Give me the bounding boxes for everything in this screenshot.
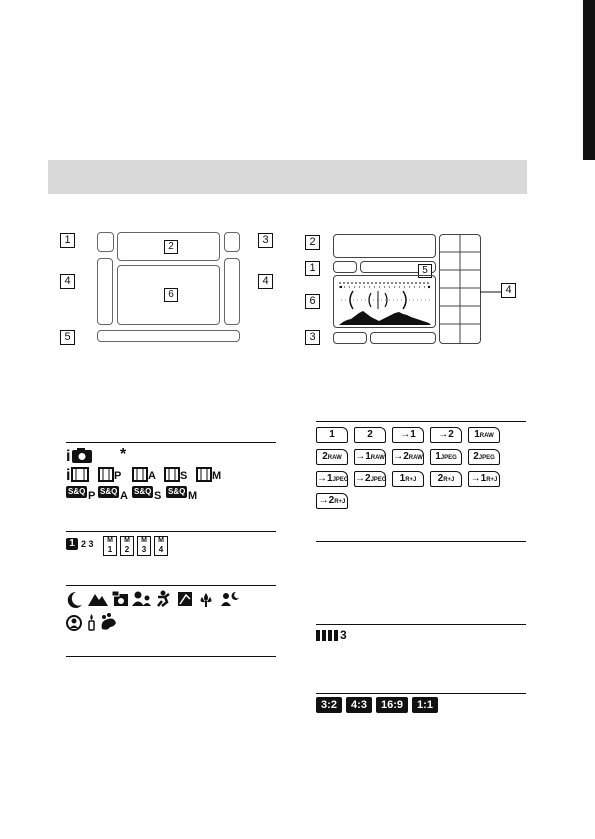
- callout-1: 1: [60, 233, 75, 248]
- pet-icon: [102, 613, 116, 630]
- callout-3: 3: [305, 330, 320, 345]
- divider-file-format-top: [316, 421, 526, 422]
- memory-1-icon: 1: [66, 538, 78, 550]
- selfie-face-icon: [67, 616, 81, 630]
- card-copy-2-icon: →2: [430, 427, 462, 443]
- sq-modes-row: S&Q P S&Q A S&Q S S&Q M: [68, 487, 198, 502]
- memory-2-3-icon: 2 3: [81, 539, 94, 549]
- card-slot-2-icon: 2: [354, 427, 386, 443]
- card-2-raw-icon: 2RAW: [316, 449, 348, 465]
- callout-4-right: 4: [258, 274, 273, 289]
- battery-level-icon: 3: [316, 629, 376, 643]
- callout-4-left: 4: [60, 274, 75, 289]
- aspect-ratio-row: [316, 697, 526, 717]
- area-3-box: [333, 332, 367, 344]
- section-header-band: [48, 160, 527, 194]
- card-1-raw-icon: 1RAW: [468, 427, 500, 443]
- divider-memory-top: [66, 531, 276, 532]
- movie-mode-s-icon: S: [164, 465, 180, 488]
- memory-m3-icon: M 3: [137, 536, 151, 556]
- movie-mode-a-icon: A: [132, 465, 148, 488]
- card-copy-2-raw-jpeg-icon: →2R+J: [316, 493, 348, 509]
- memory-recall-row: [66, 536, 266, 556]
- card-copy-2-jpeg-icon: →2JPEG: [354, 471, 386, 487]
- area-3-box: [224, 232, 240, 252]
- callout-4: 4: [501, 283, 516, 298]
- macro-icon: [201, 593, 212, 607]
- memory-m4-icon: M 4: [154, 536, 168, 556]
- card-slot-1-icon: 1: [316, 427, 348, 443]
- area-1-box: [97, 232, 114, 252]
- card-copy-1-raw-jpeg-icon: →1R+J: [468, 471, 500, 487]
- screen-layout-diagram-left: [58, 230, 278, 350]
- portrait-icon: [132, 592, 151, 607]
- movie-modes-row: [66, 465, 266, 485]
- divider-shoot-mode-top: [66, 442, 276, 443]
- area-bottom-box: [370, 332, 436, 344]
- callout-2: 2: [305, 235, 320, 250]
- memory-m1-icon: M 1: [103, 536, 117, 556]
- area-4-left-box: [97, 258, 113, 325]
- candle-icon: [89, 614, 94, 630]
- aspect-3-2-icon: 3:2: [316, 697, 342, 713]
- file-format-icons: [316, 427, 526, 517]
- divider-file-format-bottom: [316, 541, 526, 542]
- handheld-twilight-icon: [178, 592, 192, 606]
- card-copy-1-jpeg-icon: →1JPEG: [316, 471, 348, 487]
- sunset-icon: [112, 591, 128, 606]
- card-1-jpeg-icon: 1JPEG: [430, 449, 462, 465]
- movie-mode-m-icon: M: [196, 465, 212, 488]
- landscape-icon: [88, 594, 108, 606]
- area-6-box: [117, 265, 220, 325]
- area-5-box: [97, 330, 240, 342]
- label-5: 5: [418, 264, 432, 278]
- area-4-grid-lines: [439, 234, 481, 344]
- movie-mode-p-icon: P: [98, 465, 114, 488]
- callout-3: 3: [258, 233, 273, 248]
- memory-m2-icon: M 2: [120, 536, 134, 556]
- aspect-4-3-icon: 4:3: [346, 697, 372, 713]
- sports-action-icon: [158, 591, 169, 607]
- card-2-jpeg-icon: 2JPEG: [468, 449, 500, 465]
- night-scene-icon: [68, 592, 82, 608]
- area-2-box: [333, 234, 436, 258]
- divider-scene-bottom: [66, 656, 276, 657]
- area-5-box: [360, 261, 436, 276]
- histogram-level-graphic: [333, 275, 436, 328]
- label-6: 6: [164, 288, 178, 302]
- aspect-1-1-icon: 1:1: [412, 697, 438, 713]
- intelligent-movie-icon: [66, 465, 90, 483]
- page-edge-bar: [583, 0, 595, 160]
- divider-scene-top: [66, 585, 276, 586]
- area-2-box: [117, 232, 220, 261]
- card-2-raw-jpeg-icon: 2R+J: [430, 471, 462, 487]
- callout-1: 1: [305, 261, 320, 276]
- scene-selection-icons: [66, 589, 266, 637]
- divider-battery-top: [316, 624, 526, 625]
- svg-text:i: i: [66, 448, 71, 464]
- card-copy-1-raw-icon: →1RAW: [354, 449, 386, 465]
- divider-aspect-top: [316, 693, 526, 694]
- night-portrait-icon: [221, 592, 239, 606]
- card-copy-1-icon: →1: [392, 427, 424, 443]
- callout-5: 5: [60, 330, 75, 345]
- svg-text:i: i: [66, 467, 71, 483]
- card-copy-2-raw-icon: →2RAW: [392, 449, 424, 465]
- area-4-right-box: [224, 258, 240, 325]
- label-2: 2: [164, 240, 178, 254]
- aspect-16-9-icon: 16:9: [376, 697, 408, 713]
- callout-4-connector: [480, 286, 502, 298]
- callout-6: 6: [305, 294, 320, 309]
- area-1-box: [333, 261, 357, 273]
- card-1-raw-jpeg-icon: 1R+J: [392, 471, 424, 487]
- asterisk-icon: *: [120, 446, 127, 463]
